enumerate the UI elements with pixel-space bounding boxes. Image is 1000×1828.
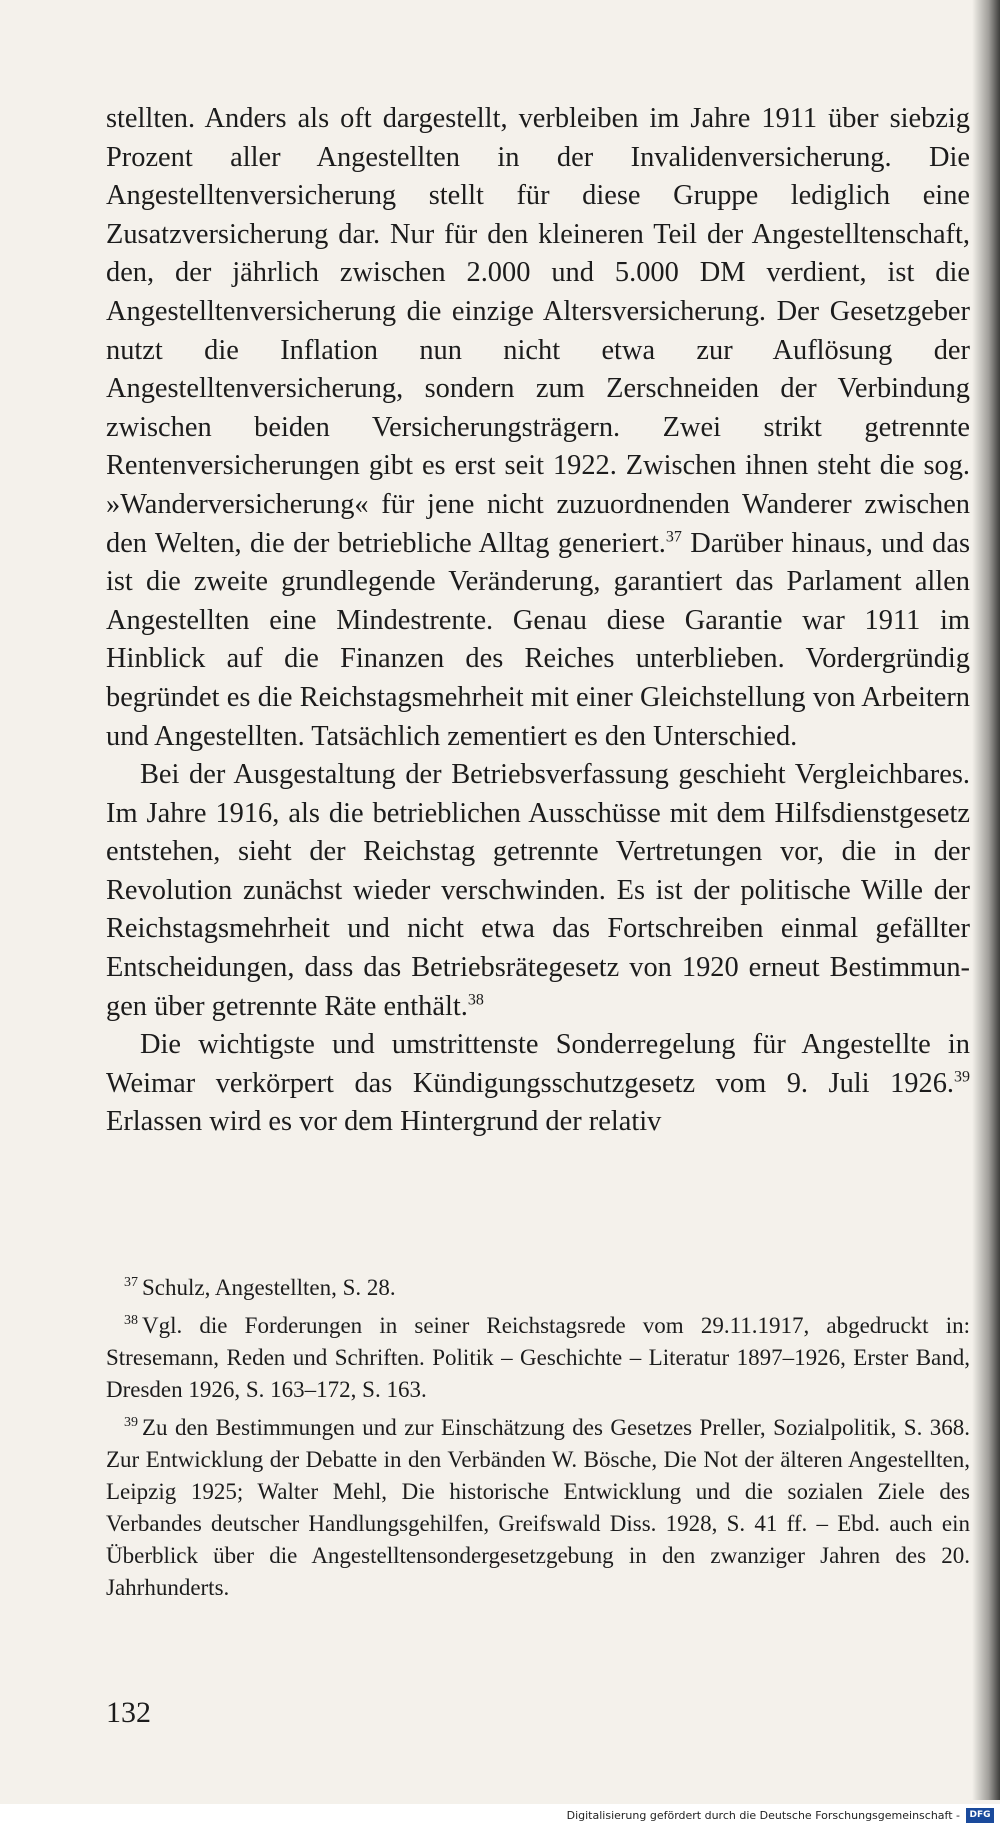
digitization-footer xyxy=(0,1804,1000,1828)
body-text xyxy=(106,100,970,1142)
book-spine-shadow xyxy=(972,0,1000,1800)
footnote-number: 39 xyxy=(124,1415,138,1431)
page-number: 132 xyxy=(106,1696,151,1729)
digitization-notice: Digitalisierung gefördert durch die Deutsche Forschungsgemeinschaft - xyxy=(566,1809,960,1822)
paragraph-2 xyxy=(106,756,970,1026)
footnote-ref-37[interactable]: 37 xyxy=(665,528,682,546)
footnote-39 xyxy=(106,1412,970,1604)
footnote-number: 37 xyxy=(124,1275,138,1291)
paragraph-2-text: Bei der Ausgestaltung der Betriebsverfassung geschieht Vergleichbares. Im Jahre 1916, als die betrieblichen Ausschüsse mit dem Hilfsdienstgesetz entstehen, sieht der Reichstag getrennte Vertretungen vor, die in der Revolution zunächst wieder verschwinden. Es ist der politische Wille der Reichstagsmehrheit und nicht etwa das Fortschreiben einmal gefällter Entscheidungen, dass das Betriebsrätegesetz von 1920 erneut Bestimmungen über getrennte Räte enthält. xyxy=(106,759,970,1022)
paragraph-3-text: Die wichtigste und umstrittenste Sonderregelung für Angestellte in Weimar verkörpert das Kündigungsschutzgesetz vom 9. Juli 1926. xyxy=(106,1029,970,1099)
footnote-text: Vgl. die Forderungen in seiner Reichstagsrede vom 29.11.1917, abgedruckt in: Stresemann, Reden und Schriften. Politik – Geschichte – Literatur 1897–1926, Erster Band, Dresden 1926, S. 163–172, S. 163. xyxy=(106,1313,970,1402)
footnotes xyxy=(106,1272,970,1610)
footnote-38 xyxy=(106,1310,970,1406)
footnote-37 xyxy=(106,1272,970,1304)
paragraph-3-text-continued: Erlassen wird es vor dem Hintergrund der relativ xyxy=(106,1106,662,1138)
paragraph-1-text-continued: Darüber hinaus, und das ist die zweite grundlegende Veränderung, garantiert das Parlament allen Angestellten eine Mindestrente. Genau diese Garantie war 1911 im Hinblick auf die Finanzen des Reiches unterblieben. Vordergründig begründet es die Reichstagsmehrheit mit einer Gleichstellung von Arbeitern und Angestellten. Tatsächlich zementiert es den Unterschied. xyxy=(106,527,971,752)
footnote-ref-38[interactable]: 38 xyxy=(467,991,484,1009)
paragraph-1 xyxy=(106,100,970,756)
paragraph-1-text: stellten. Anders als oft dargestellt, verbleiben im Jahre 1911 über siebzig Prozent aller Angestellten in der Invalidenversicherung. Die Angestelltenversicherung stellt für diese Gruppe lediglich eine Zusatzversicherung dar. Nur für den kleineren Teil der Angestelltenschaft, den, der jährlich zwischen 2.000 und 5.000 DM verdient, ist die Angestelltenversicherung die einzige Altersversicherung. Der Gesetzgeber nutzt die Inflation nun nicht etwa zur Auflösung der Angestelltenversicherung, sondern zum Zerschneiden der Verbindung zwischen beiden Versicherungsträgern. Zwei strikt getrennte Rentenversicherungen gibt es erst seit 1922. Zwischen ihnen steht die sog. »Wanderversicherung« für jene nicht zuzuordnenden Wanderer zwischen den Welten, die der betriebliche Alltag generiert. xyxy=(106,103,970,559)
footnote-text: Zu den Bestimmungen und zur Einschätzung des Gesetzes Preller, Sozialpolitik, S. 368. Zur Entwicklung der Debatte in den Verbänden W. Bösche, Die Not der älteren Angestellten, Leipzig 1925; Walter Mehl, Die historische Entwicklung und die sozialen Ziele des Verbandes deutscher Handlungsgehilfen, Greifswald Diss. 1928, S. 41 ff. – Ebd. auch ein Überblick über die Angestelltensondergesetzgebung in den zwanziger Jahren des 20. Jahrhunderts. xyxy=(106,1415,970,1600)
paragraph-3 xyxy=(106,1026,970,1142)
dfg-logo: DFG xyxy=(966,1808,994,1823)
footnote-number: 38 xyxy=(124,1313,138,1329)
footnote-text: Schulz, Angestellten, S. 28. xyxy=(142,1275,396,1300)
footnote-ref-39[interactable]: 39 xyxy=(954,1068,970,1086)
